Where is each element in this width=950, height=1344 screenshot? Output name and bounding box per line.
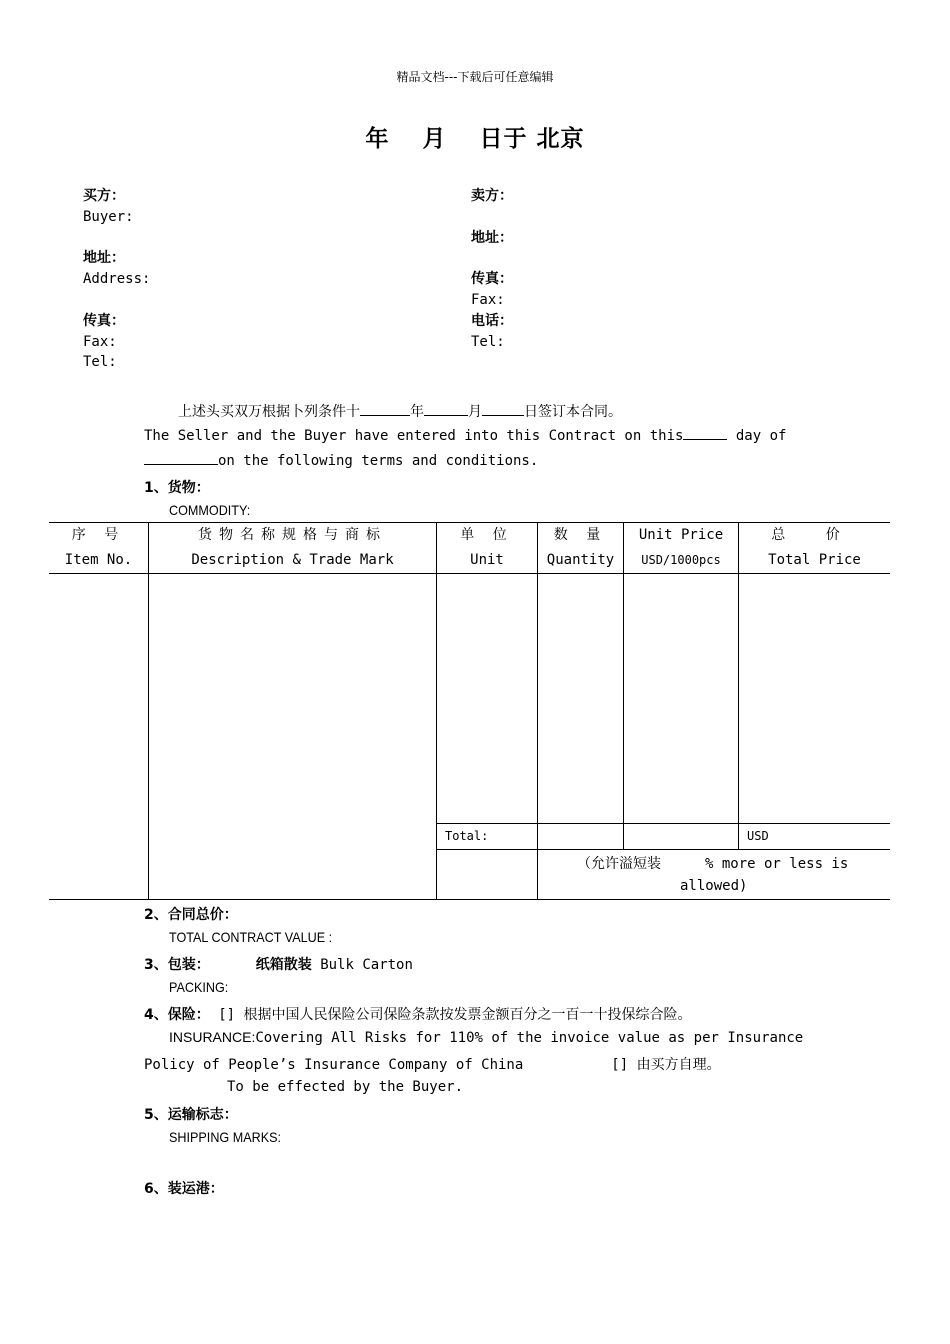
intro-en-line2 bbox=[144, 452, 538, 469]
intro-cn-line bbox=[178, 401, 622, 421]
section-3-title: 3、包装： bbox=[144, 957, 210, 973]
th-item-cn: 序 号 bbox=[71, 527, 126, 543]
section-5-title: 5、运输标志： bbox=[144, 1107, 238, 1123]
section-6-title: 6、装运港： bbox=[144, 1181, 224, 1197]
intro-cn-b: 年 bbox=[410, 404, 424, 420]
seller-tel-en: Tel: bbox=[471, 333, 505, 350]
insurance-opt2-en: To be effected by the Buyer. bbox=[227, 1079, 464, 1095]
th-price-en: Unit Price bbox=[638, 527, 724, 543]
section-3-line bbox=[144, 954, 413, 974]
th-item-no bbox=[49, 523, 148, 573]
buyer-address-en: Address: bbox=[83, 271, 151, 288]
tolerance-line2: allowed) bbox=[680, 878, 748, 894]
th-desc-en: Description & Trade Mark bbox=[191, 552, 394, 568]
insurance-en-line1 bbox=[169, 1029, 803, 1046]
seller-fax-cn: 传真： bbox=[471, 271, 513, 288]
th-qty-cn: 数 量 bbox=[553, 527, 608, 543]
table-total-bottom-border bbox=[436, 849, 890, 850]
buyer-tel-en: Tel: bbox=[83, 354, 117, 371]
table-col-divider-3 bbox=[537, 522, 538, 899]
th-price-unit: USD/1000pcs bbox=[641, 553, 721, 567]
th-desc-cn: 货物名称规格与商标 bbox=[198, 527, 387, 543]
buyer-fax-cn: 传真： bbox=[83, 312, 125, 329]
insurance-opt2-box[interactable]: [] bbox=[611, 1057, 629, 1073]
insurance-en-text1: Covering All Risks for 110% of the invoice value as per Insurance bbox=[255, 1030, 804, 1046]
th-total-cn: 总 价 bbox=[771, 527, 858, 543]
table-col-divider-2 bbox=[436, 522, 437, 899]
th-unit bbox=[437, 523, 537, 573]
seller-fax-en: Fax: bbox=[471, 291, 505, 308]
intro-en-text1: The Seller and the Buyer have entered into this Contract on this bbox=[144, 428, 684, 444]
section-2-en: TOTAL CONTRACT VALUE : bbox=[169, 929, 333, 945]
insurance-en-label: INSURANCE: bbox=[169, 1029, 256, 1045]
th-total-price bbox=[739, 523, 890, 573]
intro-en-day-of: day of bbox=[735, 428, 787, 444]
packing-value-cn: 纸箱散装 bbox=[255, 957, 312, 973]
section-2-title: 2、合同总价： bbox=[144, 907, 238, 923]
th-unit-cn: 单 位 bbox=[460, 527, 514, 543]
seller-label-cn: 卖方： bbox=[471, 188, 513, 204]
insurance-opt2-cn: 由买方自理。 bbox=[636, 1057, 721, 1073]
insurance-en-text2: Policy of People’s Insurance Company of China bbox=[144, 1057, 524, 1073]
section-4-title: 4、保险： bbox=[144, 1007, 210, 1023]
th-unit-en: Unit bbox=[470, 552, 504, 568]
th-description bbox=[149, 523, 436, 573]
buyer-label-cn: 买方： bbox=[83, 188, 125, 204]
section-3-en: PACKING: bbox=[169, 979, 229, 995]
buyer-block bbox=[83, 186, 150, 373]
th-item-en: Item No. bbox=[64, 552, 133, 568]
th-total-en: Total Price bbox=[768, 552, 861, 568]
section-1-en: COMMODITY: bbox=[169, 502, 251, 518]
section-5-en: SHIPPING MARKS: bbox=[169, 1129, 282, 1145]
intro-cn-d: 日签订本合同。 bbox=[524, 404, 622, 420]
intro-en-line1 bbox=[144, 427, 786, 444]
th-quantity bbox=[538, 523, 623, 573]
intro-en-text2: on the following terms and conditions. bbox=[218, 453, 539, 469]
table-header-border bbox=[49, 573, 890, 574]
page-header: 精品文档---下载后可任意编辑 bbox=[396, 70, 554, 84]
th-qty-en: Quantity bbox=[546, 552, 615, 568]
tolerance-cn: （允许溢短装 bbox=[577, 856, 661, 872]
buyer-address-cn: 地址： bbox=[83, 250, 125, 267]
total-label: Total: bbox=[445, 829, 489, 843]
insurance-opt1-cn: 根据中国人民保险公司保险条款按发票金额百分之一百一十投保综合险。 bbox=[243, 1007, 692, 1023]
tolerance-en: % more or less is bbox=[705, 856, 849, 872]
buyer-fax-en: Fax: bbox=[83, 333, 117, 350]
table-bottom-border bbox=[49, 899, 890, 900]
section-1-title: 1、货物： bbox=[144, 480, 210, 496]
insurance-en-line2 bbox=[144, 1054, 721, 1074]
packing-value-en: Bulk Carton bbox=[320, 957, 413, 973]
table-total-top-border bbox=[436, 823, 890, 824]
tolerance-line1 bbox=[577, 853, 848, 873]
table-col-divider-1 bbox=[148, 522, 149, 899]
buyer-label-en: Buyer: bbox=[83, 208, 134, 225]
section-4-line bbox=[144, 1004, 691, 1024]
seller-address-cn: 地址： bbox=[471, 229, 513, 246]
insurance-opt1-box[interactable]: [] bbox=[218, 1007, 236, 1023]
intro-cn-c: 月 bbox=[468, 404, 482, 420]
seller-tel-cn: 电话： bbox=[471, 312, 513, 329]
seller-block bbox=[471, 186, 513, 352]
th-unit-price bbox=[624, 523, 738, 573]
intro-cn-a: 上述头买双万根据卜列条件十 bbox=[178, 404, 360, 420]
total-currency: USD bbox=[747, 829, 769, 843]
contract-date-place-title: 年 月 日于 北京 bbox=[365, 126, 585, 152]
